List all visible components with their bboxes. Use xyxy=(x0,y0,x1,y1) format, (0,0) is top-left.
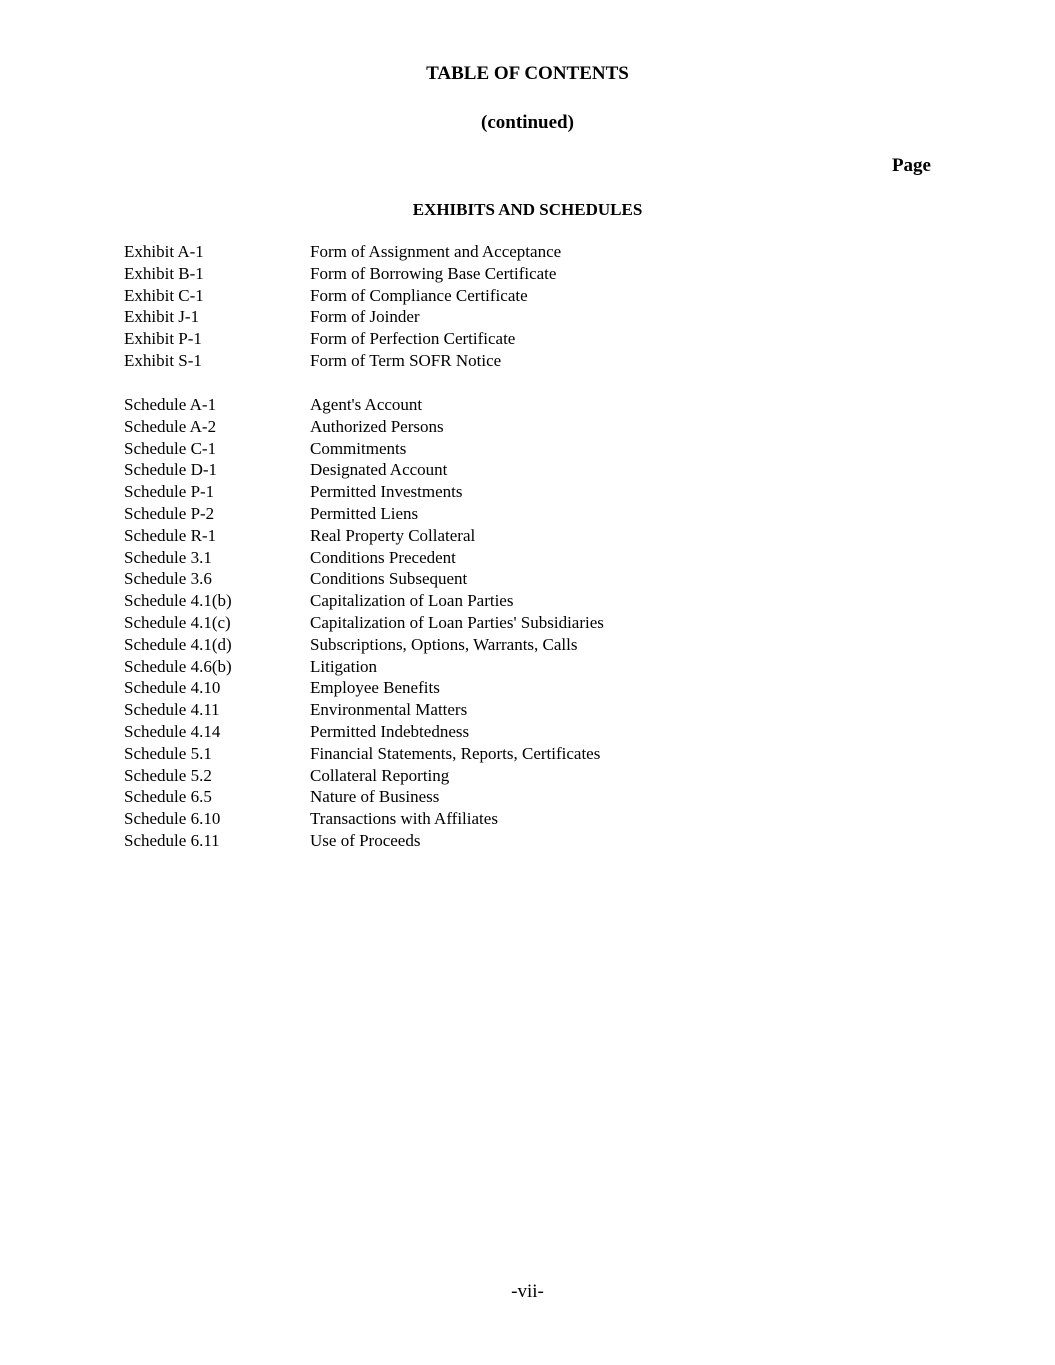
page-number: -vii- xyxy=(511,1281,544,1302)
exhibit-description: Form of Term SOFR Notice xyxy=(310,350,502,370)
schedule-id: Schedule P-2 xyxy=(124,503,215,523)
schedule-description: Environmental Matters xyxy=(310,700,468,720)
toc-continued-label: (continued) xyxy=(481,112,574,133)
schedule-id: Schedule 4.11 xyxy=(124,700,220,720)
schedules-list xyxy=(124,394,924,852)
schedule-id: Schedule 4.1(d) xyxy=(124,634,232,654)
schedule-row xyxy=(124,481,924,503)
schedule-id: Schedule 3.6 xyxy=(124,569,212,589)
exhibit-id: Exhibit A-1 xyxy=(124,242,204,261)
schedule-description: Subscriptions, Options, Warrants, Calls xyxy=(310,634,578,654)
exhibit-row xyxy=(124,350,924,372)
schedule-description: Commitments xyxy=(310,438,407,458)
schedule-row xyxy=(124,525,924,547)
schedule-id: Schedule 4.14 xyxy=(124,721,221,741)
toc-title: TABLE OF CONTENTS xyxy=(426,63,629,84)
schedule-row xyxy=(124,568,924,590)
schedule-description: Permitted Indebtedness xyxy=(310,721,470,741)
schedule-row xyxy=(124,438,924,460)
schedule-description: Conditions Precedent xyxy=(310,547,456,567)
exhibit-row xyxy=(124,328,924,350)
schedule-description: Permitted Investments xyxy=(310,482,463,502)
schedule-row xyxy=(124,656,924,678)
schedule-id: Schedule 6.5 xyxy=(124,787,212,807)
schedule-description: Agent's Account xyxy=(310,395,423,414)
exhibit-description: Form of Assignment and Acceptance xyxy=(310,242,562,261)
schedule-id: Schedule P-1 xyxy=(124,482,215,502)
schedule-id: Schedule R-1 xyxy=(124,525,217,545)
schedule-description: Capitalization of Loan Parties' Subsidiaries xyxy=(310,612,604,632)
schedule-id: Schedule 6.11 xyxy=(124,830,220,850)
schedule-description: Collateral Reporting xyxy=(310,765,450,785)
exhibit-id: Exhibit J-1 xyxy=(124,307,200,327)
schedule-description: Real Property Collateral xyxy=(310,525,476,545)
schedule-row xyxy=(124,808,924,830)
exhibit-row xyxy=(124,306,924,328)
exhibit-description: Form of Joinder xyxy=(310,307,420,327)
schedule-description: Transactions with Affiliates xyxy=(310,809,498,829)
schedule-description: Nature of Business xyxy=(310,787,440,807)
section-heading: EXHIBITS AND SCHEDULES xyxy=(412,200,643,219)
exhibit-row xyxy=(124,241,924,263)
schedule-id: Schedule C-1 xyxy=(124,438,217,458)
schedule-id: Schedule 4.1(b) xyxy=(124,591,232,611)
schedule-description: Use of Proceeds xyxy=(310,830,421,850)
exhibit-id: Exhibit S-1 xyxy=(124,350,202,370)
exhibit-description: Form of Perfection Certificate xyxy=(310,329,516,349)
exhibit-description: Form of Borrowing Base Certificate xyxy=(310,263,557,283)
exhibit-id: Exhibit P-1 xyxy=(124,329,202,349)
exhibit-id: Exhibit B-1 xyxy=(124,263,204,283)
schedule-row xyxy=(124,830,924,852)
exhibit-row xyxy=(124,285,924,307)
schedule-description: Capitalization of Loan Parties xyxy=(310,591,514,611)
schedule-id: Schedule A-1 xyxy=(124,395,217,414)
schedule-row xyxy=(124,590,924,612)
schedule-row xyxy=(124,786,924,808)
schedule-description: Financial Statements, Reports, Certificates xyxy=(310,743,601,763)
schedule-description: Conditions Subsequent xyxy=(310,569,468,589)
schedule-description: Designated Account xyxy=(310,460,448,480)
schedule-id: Schedule 4.6(b) xyxy=(124,656,232,676)
exhibit-description: Form of Compliance Certificate xyxy=(310,285,528,305)
schedule-row xyxy=(124,416,924,438)
schedule-id: Schedule 3.1 xyxy=(124,547,212,567)
schedule-description: Permitted Liens xyxy=(310,503,419,523)
schedule-id: Schedule 5.2 xyxy=(124,765,212,785)
schedule-row xyxy=(124,765,924,787)
schedule-id: Schedule D-1 xyxy=(124,460,218,480)
schedule-row xyxy=(124,699,924,721)
exhibit-id: Exhibit C-1 xyxy=(124,285,204,305)
schedule-id: Schedule 6.10 xyxy=(124,809,221,829)
schedule-row xyxy=(124,634,924,656)
schedule-description: Authorized Persons xyxy=(310,416,444,436)
schedule-id: Schedule A-2 xyxy=(124,416,217,436)
schedule-row xyxy=(124,459,924,481)
schedule-row xyxy=(124,721,924,743)
schedule-id: Schedule 4.10 xyxy=(124,678,221,698)
schedule-row xyxy=(124,612,924,634)
schedule-row xyxy=(124,503,924,525)
schedule-row xyxy=(124,394,924,416)
schedule-row xyxy=(124,547,924,569)
schedule-description: Litigation xyxy=(310,656,378,676)
page-column-header: Page xyxy=(891,155,931,176)
schedule-description: Employee Benefits xyxy=(310,678,440,698)
schedule-id: Schedule 5.1 xyxy=(124,743,212,763)
exhibit-row xyxy=(124,263,924,285)
schedule-row xyxy=(124,743,924,765)
exhibits-list xyxy=(124,241,924,372)
schedule-id: Schedule 4.1(c) xyxy=(124,612,231,632)
schedule-row xyxy=(124,677,924,699)
